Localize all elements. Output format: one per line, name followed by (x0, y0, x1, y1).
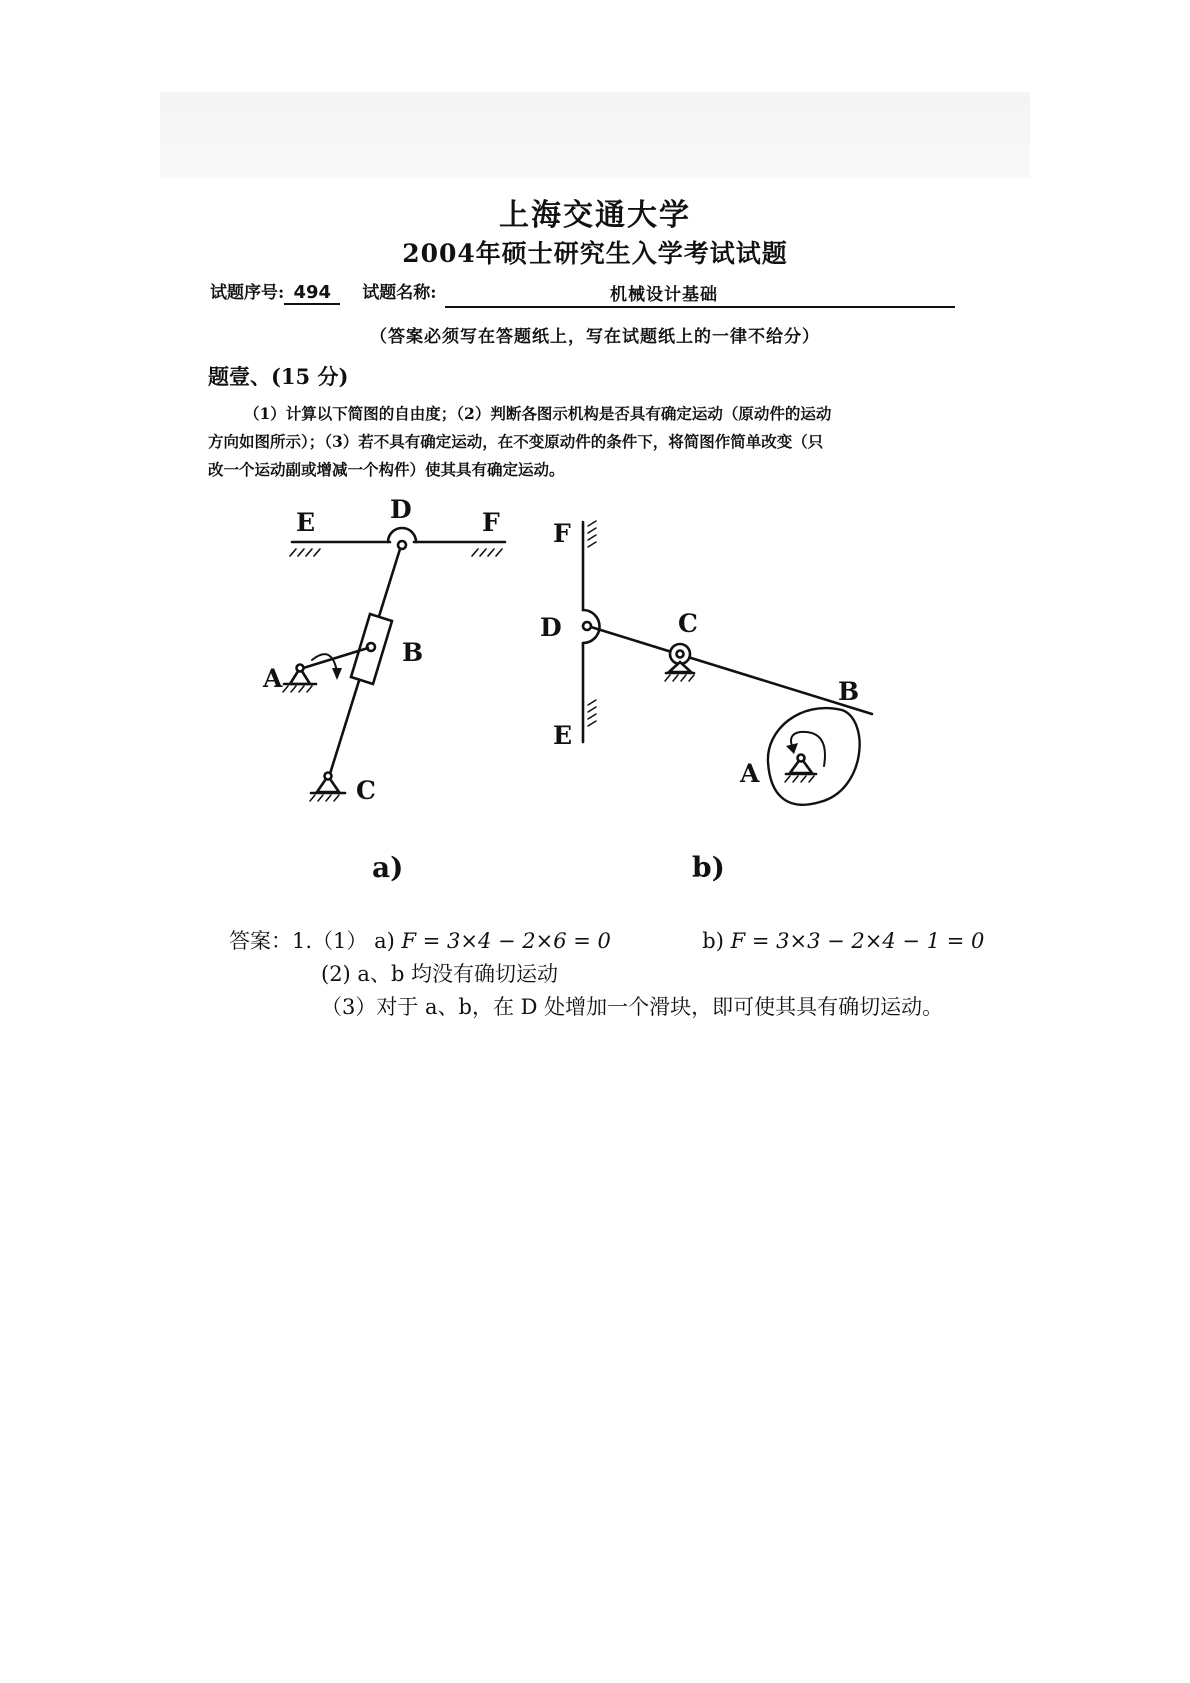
answer-b-prefix: b) (702, 929, 724, 953)
label-b-F: F (553, 519, 571, 548)
answer-block (229, 925, 984, 1024)
caption-a: a) (372, 851, 404, 884)
question-line: （1）计算以下简图的自由度；（2）判断各图示机构是否具有确定运动（原动件的运动 (244, 404, 832, 423)
figure-a-diagram (283, 528, 505, 801)
answer-line-3: （3）对于 a、b，在 D 处增加一个滑块，即可使其具有确切运动。 (321, 995, 944, 1019)
label-a-F: F (482, 508, 500, 537)
caption-b: b) (692, 851, 725, 884)
label-a-C: C (356, 776, 376, 805)
exam-note: （答案必须写在答题纸上，写在试题纸上的一律不给分） (370, 327, 820, 347)
label-b-A: A (740, 759, 760, 788)
label-a-A: A (263, 664, 283, 693)
label-b-B: B (838, 677, 860, 706)
answer-item: 1.（1） (292, 929, 368, 953)
answer-a-prefix: a) (374, 929, 395, 953)
university-title: 上海交通大学 (499, 198, 691, 233)
answer-label: 答案： (229, 929, 292, 953)
subject-name: 机械设计基础 (610, 285, 718, 305)
answer-a-formula: F = 3×4 − 2×6 = 0 (401, 929, 611, 953)
label-a-B: B (402, 638, 424, 667)
question-heading: 题壹、(15 分) (208, 364, 349, 389)
name-label: 试题名称: (362, 283, 437, 303)
exam-title: 2004年硕士研究生入学考试试题 (402, 239, 788, 268)
answer-line-1 (229, 925, 984, 958)
question-line: 改一个运动副或增减一个构件）使其具有确定运动。 (208, 460, 565, 479)
serial-value: 494 (284, 282, 340, 305)
label-b-E: E (553, 721, 573, 750)
label-b-C: C (678, 609, 698, 638)
question-line: 方向如图所示）；（3）若不具有确定运动，在不变原动件的条件下，将简图作简单改变（只 (208, 432, 824, 451)
figure-b-diagram (583, 521, 872, 805)
label-a-D: D (390, 495, 412, 524)
label-b-D: D (540, 613, 562, 642)
answer-line-2: (2) a、b 均没有确切运动 (321, 962, 559, 986)
serial-label: 试题序号: (210, 283, 285, 303)
answer-b-formula: F = 3×3 − 2×4 − 1 = 0 (730, 929, 985, 953)
label-a-E: E (296, 508, 316, 537)
